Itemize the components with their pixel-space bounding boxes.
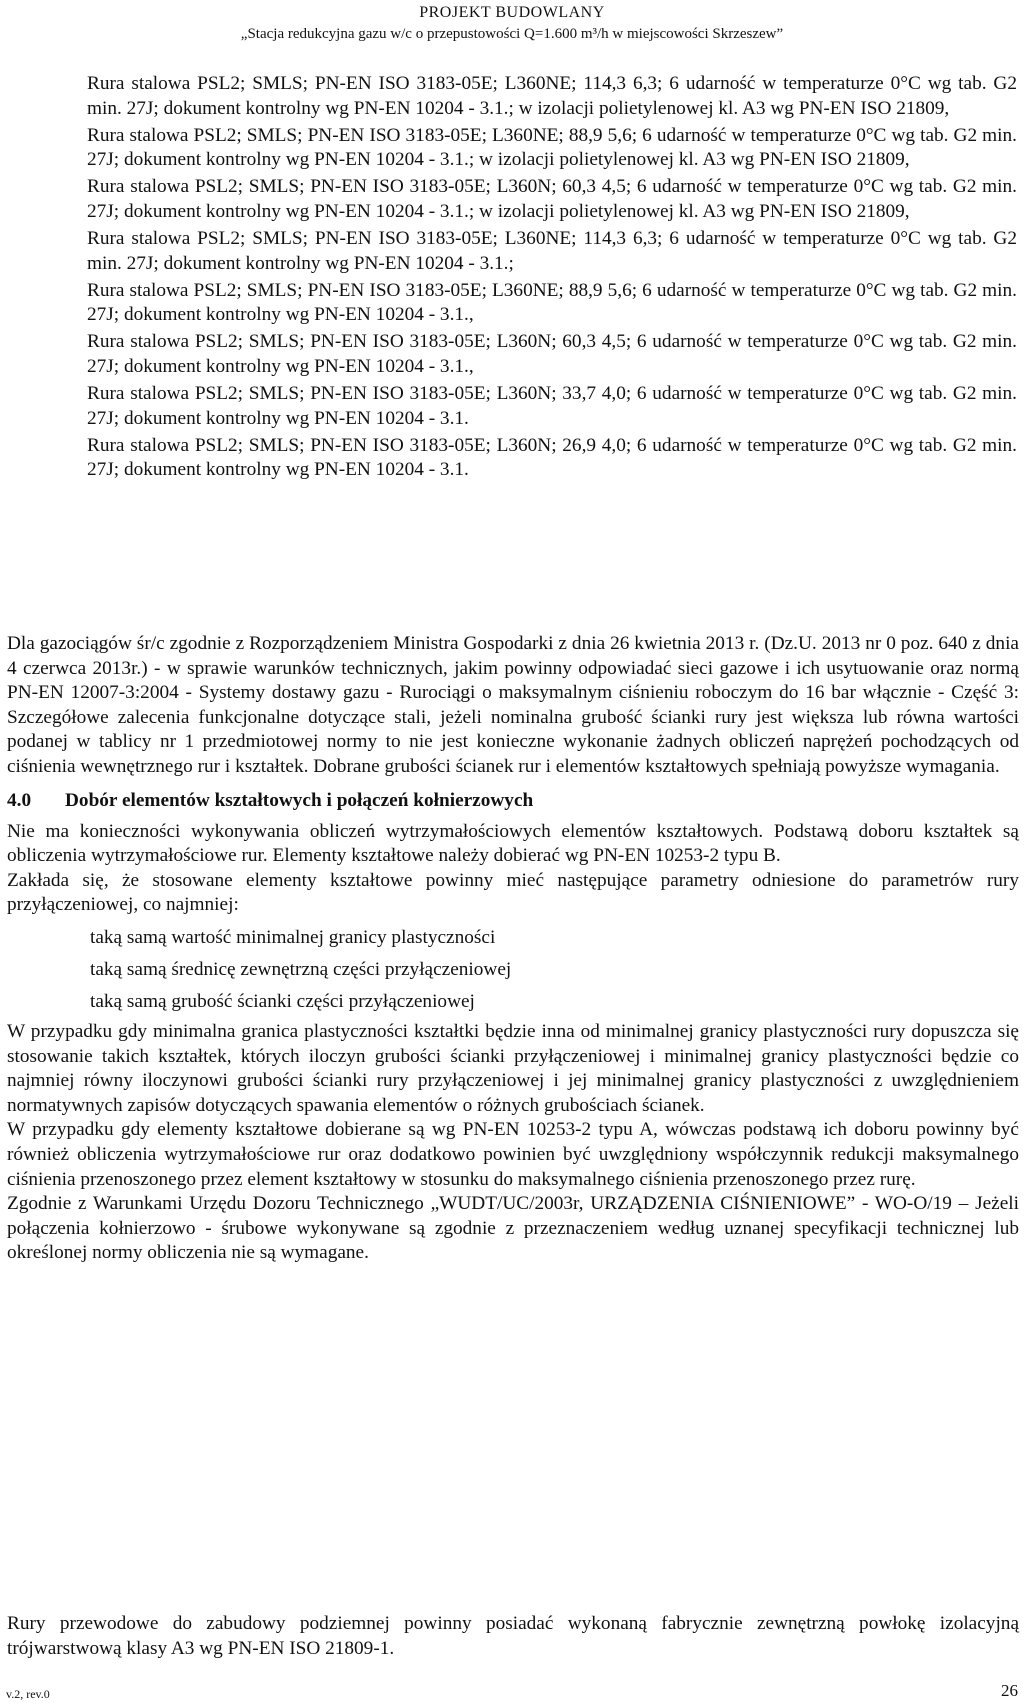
pipe-spec-item: Rura stalowa PSL2; SMLS; PN-EN ISO 3183-05E; L360NE; 88,9 5,6; 6 udarność w temperaturze 0°C wg tab. G2 min. 27J; dokument kontrolny wg PN-EN 10204 - 3.1.; w izolacji polietylenowej kl. A3 wg PN-EN ISO 21809, — [87, 124, 1017, 171]
section-paragraph: Zakłada się, że stosowane elementy kształtowe powinny mieć następujące parametry odniesione do parametrów rury przyłączeniowej, co najmniej: — [7, 869, 1019, 916]
final-paragraph-block — [7, 1612, 1019, 1661]
requirement-item: taką samą grubość ścianki części przyłączeniowej — [90, 990, 475, 1012]
requirements-list — [90, 922, 1019, 1018]
section-paragraph: W przypadku gdy elementy kształtowe dobierane są wg PN-EN 10253-2 typu A, wówczas podstawą ich doboru powinny być również obliczenia wytrzymałościowe rur oraz dodatkowo powinien być uwzględniony współczynnik redukcji maksymalnego ciśnienia przenoszonego przez element kształtowy w stosunku do maksymalnego ciśnienia przenoszonego przez rurę. — [7, 1119, 1019, 1190]
pipe-specification-list — [87, 72, 1017, 486]
pipe-spec-item: Rura stalowa PSL2; SMLS; PN-EN ISO 3183-05E; L360N; 33,7 4,0; 6 udarność w temperaturze 0°C wg tab. G2 min. 27J; dokument kontrolny wg PN-EN 10204 - 3.1. — [87, 383, 1017, 429]
page-header — [0, 2, 1024, 44]
version-label: v.2, rev.0 — [6, 1687, 50, 1701]
pipe-spec-item: Rura stalowa PSL2; SMLS; PN-EN ISO 3183-05E; L360N; 60,3 4,5; 6 udarność w temperaturze 0°C wg tab. G2 min. 27J; dokument kontrolny wg PN-EN 10204 - 3.1.; w izolacji polietylenowej kl. A3 wg PN-EN ISO 21809, — [87, 176, 1017, 222]
regulation-paragraph: Dla gazociągów śr/c zgodnie z Rozporządzeniem Ministra Gospodarki z dnia 26 kwietnia 2013 r. (Dz.U. 2013 nr 0 poz. 640 z dnia 4 czerwca 2013r.) - w sprawie warunków technicznych, jakim powinny odpowiadać sieci gazowe i ich usytuowanie oraz normą PN-EN 12007-3:2004 - Systemy dostawy gazu - Rurociągi o maksymalnym ciśnieniu roboczym do 16 bar włącznie - Część 3: Szczegółowe zalecenia funkcjonalne dotyczące stali, jeżeli nominalna grubość ścianki rury jest większa lub równa wartości podanej w tablicy nr 1 przedmiotowej normy to nie jest konieczne wykonanie żadnych obliczeń naprężeń pochodzących od ciśnienia wewnętrznego rur i kształtek. Dobrane grubości ścianek rur i elementów kształtowych spełniają powyższe wymagania. — [7, 633, 1019, 777]
requirement-item: taką samą średnicę zewnętrzną części przyłączeniowej — [90, 958, 512, 980]
section-number: 4.0 — [7, 789, 32, 811]
pipe-spec-item: Rura stalowa PSL2; SMLS; PN-EN ISO 3183-05E; L360N; 60,3 4,5; 6 udarność w temperaturze 0°C wg tab. G2 min. 27J; dokument kontrolny wg PN-EN 10204 - 3.1., — [87, 331, 1017, 378]
pipe-spec-item: Rura stalowa PSL2; SMLS; PN-EN ISO 3183-05E; L360NE; 88,9 5,6; 6 udarność w temperaturze 0°C wg tab. G2 min. 27J; dokument kontrolny wg PN-EN 10204 - 3.1., — [87, 279, 1017, 326]
coating-paragraph: Rury przewodowe do zabudowy podziemnej powinny posiadać wykonaną fabrycznie zewnętrzną powłokę izolacyjną trójwarstwową klasy A3 wg PN-EN ISO 21809-1. — [7, 1613, 1019, 1659]
project-subtitle: „Stacja redukcyjna gazu w/c o przepustowości Q=1.600 m³/h w miejscowości Skrzeszew” — [240, 26, 784, 42]
pipe-spec-item: Rura stalowa PSL2; SMLS; PN-EN ISO 3183-05E; L360N; 26,9 4,0; 6 udarność w temperaturze 0°C wg tab. G2 min. 27J; dokument kontrolny wg PN-EN 10204 - 3.1. — [87, 434, 1017, 481]
requirement-item: taką samą wartość minimalnej granicy plastyczności — [90, 926, 496, 948]
page-number: 26 — [1001, 1681, 1018, 1700]
section-heading — [7, 788, 1019, 814]
main-body — [7, 632, 1019, 1266]
pipe-spec-item: Rura stalowa PSL2; SMLS; PN-EN ISO 3183-05E; L360NE; 114,3 6,3; 6 udarność w temperaturze 0°C wg tab. G2 min. 27J; dokument kontrolny wg PN-EN 10204 - 3.1.; w izolacji polietylenowej kl. A3 wg PN-EN ISO 21809, — [87, 73, 1017, 119]
section-paragraph: Zgodnie z Warunkami Urzędu Dozoru Technicznego „WUDT/UC/2003r, URZĄDZENIA CIŚNIENIOWE” - WO-O/19 – Jeżeli połączenia kołnierzowo - śrubowe wykonywane są zgodnie z przeznaczeniem według uznanej specyfikacji technicznej lub określonej normy obliczenia nie są wymagane. — [7, 1193, 1019, 1264]
section-paragraph: Nie ma konieczności wykonywania obliczeń wytrzymałościowych elementów kształtowych. Podstawą doboru kształtek są obliczenia wytrzymałościowe rur. Elementy kształtowe należy dobierać wg PN-EN 10253-2 typu B. — [7, 820, 1019, 867]
project-title: PROJEKT BUDOWLANY — [419, 4, 605, 21]
section-paragraph: W przypadku gdy minimalna granica plastyczności kształtki będzie inna od minimalnej granicy plastyczności rury dopuszcza się stosowanie takich kształtek, których iloczyn grubości ścianki przyłączeniowej i minimalnej granicy plastyczności będzie co najmniej równy iloczynowi grubości ścianki rury przyłączeniowej i jej minimalnej granicy plastyczności z uwzględnieniem normatywnych zapisów dotyczących spawania elementów o różnych grubościach ścianek. — [7, 1020, 1019, 1116]
section-title: Dobór elementów kształtowych i połączeń kołnierzowych — [65, 789, 534, 811]
pipe-spec-item: Rura stalowa PSL2; SMLS; PN-EN ISO 3183-05E; L360NE; 114,3 6,3; 6 udarność w temperaturze 0°C wg tab. G2 min. 27J; dokument kontrolny wg PN-EN 10204 - 3.1.; — [87, 228, 1017, 274]
